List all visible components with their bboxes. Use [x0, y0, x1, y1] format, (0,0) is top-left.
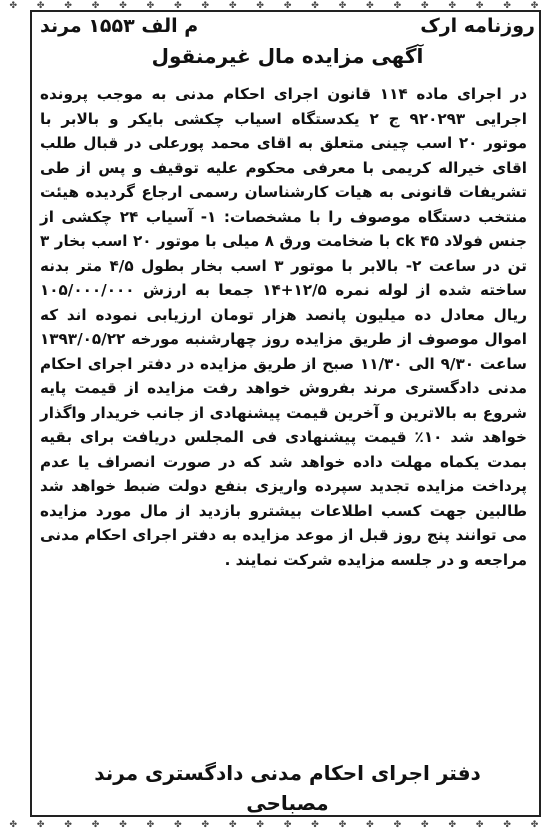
newspaper-name: روزنامه ارک — [420, 15, 535, 37]
notice-body — [40, 82, 527, 572]
notice-body-text: در اجرای ماده ۱۱۴ قانون اجرای احکام مدنی به موجب پرونده اجرایی ۹۲۰۲۹۳ ج ۲ یکدستگاه اسیاب چکشی بایکر و بالابر با موتور ۲۰ اسب چینی متعلق به اقای محمد پورعلی در قبال طلب اقای خیراله کریمی با معرفی محکوم علیه توقیف و پس از طی تشریفات قانونی به هیات کارشناسان رسمی ارجاع گردیده هیئت منتخب دستگاه موصوف را با مشخصات: ۱- آسیاب ۲۴ چکشی از جنس فولاد ۴۵ ck با ضخامت ورق ۸ میلی با موتور ۲۰ اسب بخار ۳ تن در ساعت ۲- بالابر با موتور ۳ اسب بخار بطول ۴/۵ متر بدنه ساخته شده از لوله نمره ۱۲/۵+۱۴ جمعا به ارزش ۱۰۵/۰۰۰/۰۰۰ ریال معادل ده میلیون پانصد هزار تومان ارزیابی نموده اند که اموال موصوف از طریق مزایده روز چهارشنبه مورخه ۱۳۹۳/۰۵/۲۲ ساعت ۹/۳۰ الی ۱۱/۳۰ صبح از طریق مزایده در دفتر اجرای احکام مدنی دادگستری مرند بفروش خواهد رفت مزایده از قیمت پایه شروع به بالاترین و آخرین قیمت پیشنهادی از جانب خریدار واگذار خواهد شد ۱۰٪ قیمت پیشنهادی فی المجلس دریافت برای بقیه بمدت یکماه مهلت داده خواهد شد که در صورت انصراف یا عدم پرداخت مزایده تجدید سپرده واریزی بنفع دولت ضبط خواهد شد طالبین جهت کسب اطلاعات بیشترو بازدید از مال مورد مزایده می توانند پنج روز قبل از موعد مزایده به دفتر اجرای احکام مدنی مراجعه و در جلسه مزایده شرکت نمایند . — [40, 85, 528, 569]
notice-footer — [40, 758, 535, 818]
decorative-border-bottom: ✤ ✤ ✤ ✤ ✤ ✤ ✤ ✤ ✤ ✤ ✤ ✤ ✤ ✤ ✤ ✤ ✤ ✤ ✤ ✤ — [9, 820, 540, 830]
signature-name: مصباحی — [246, 791, 329, 815]
decorative-border-top: ✤ ✤ ✤ ✤ ✤ ✤ ✤ ✤ ✤ ✤ ✤ ✤ ✤ ✤ ✤ ✤ ✤ ✤ ✤ ✤ — [9, 1, 540, 11]
notice-code: م الف ۱۵۵۳ مرند — [40, 15, 199, 37]
issuing-office: دفتر اجرای احکام مدنی دادگستری مرند — [94, 761, 481, 785]
notice-title: آگهی مزایده مال غیرمنقول — [151, 44, 424, 68]
notice-header — [40, 12, 535, 40]
